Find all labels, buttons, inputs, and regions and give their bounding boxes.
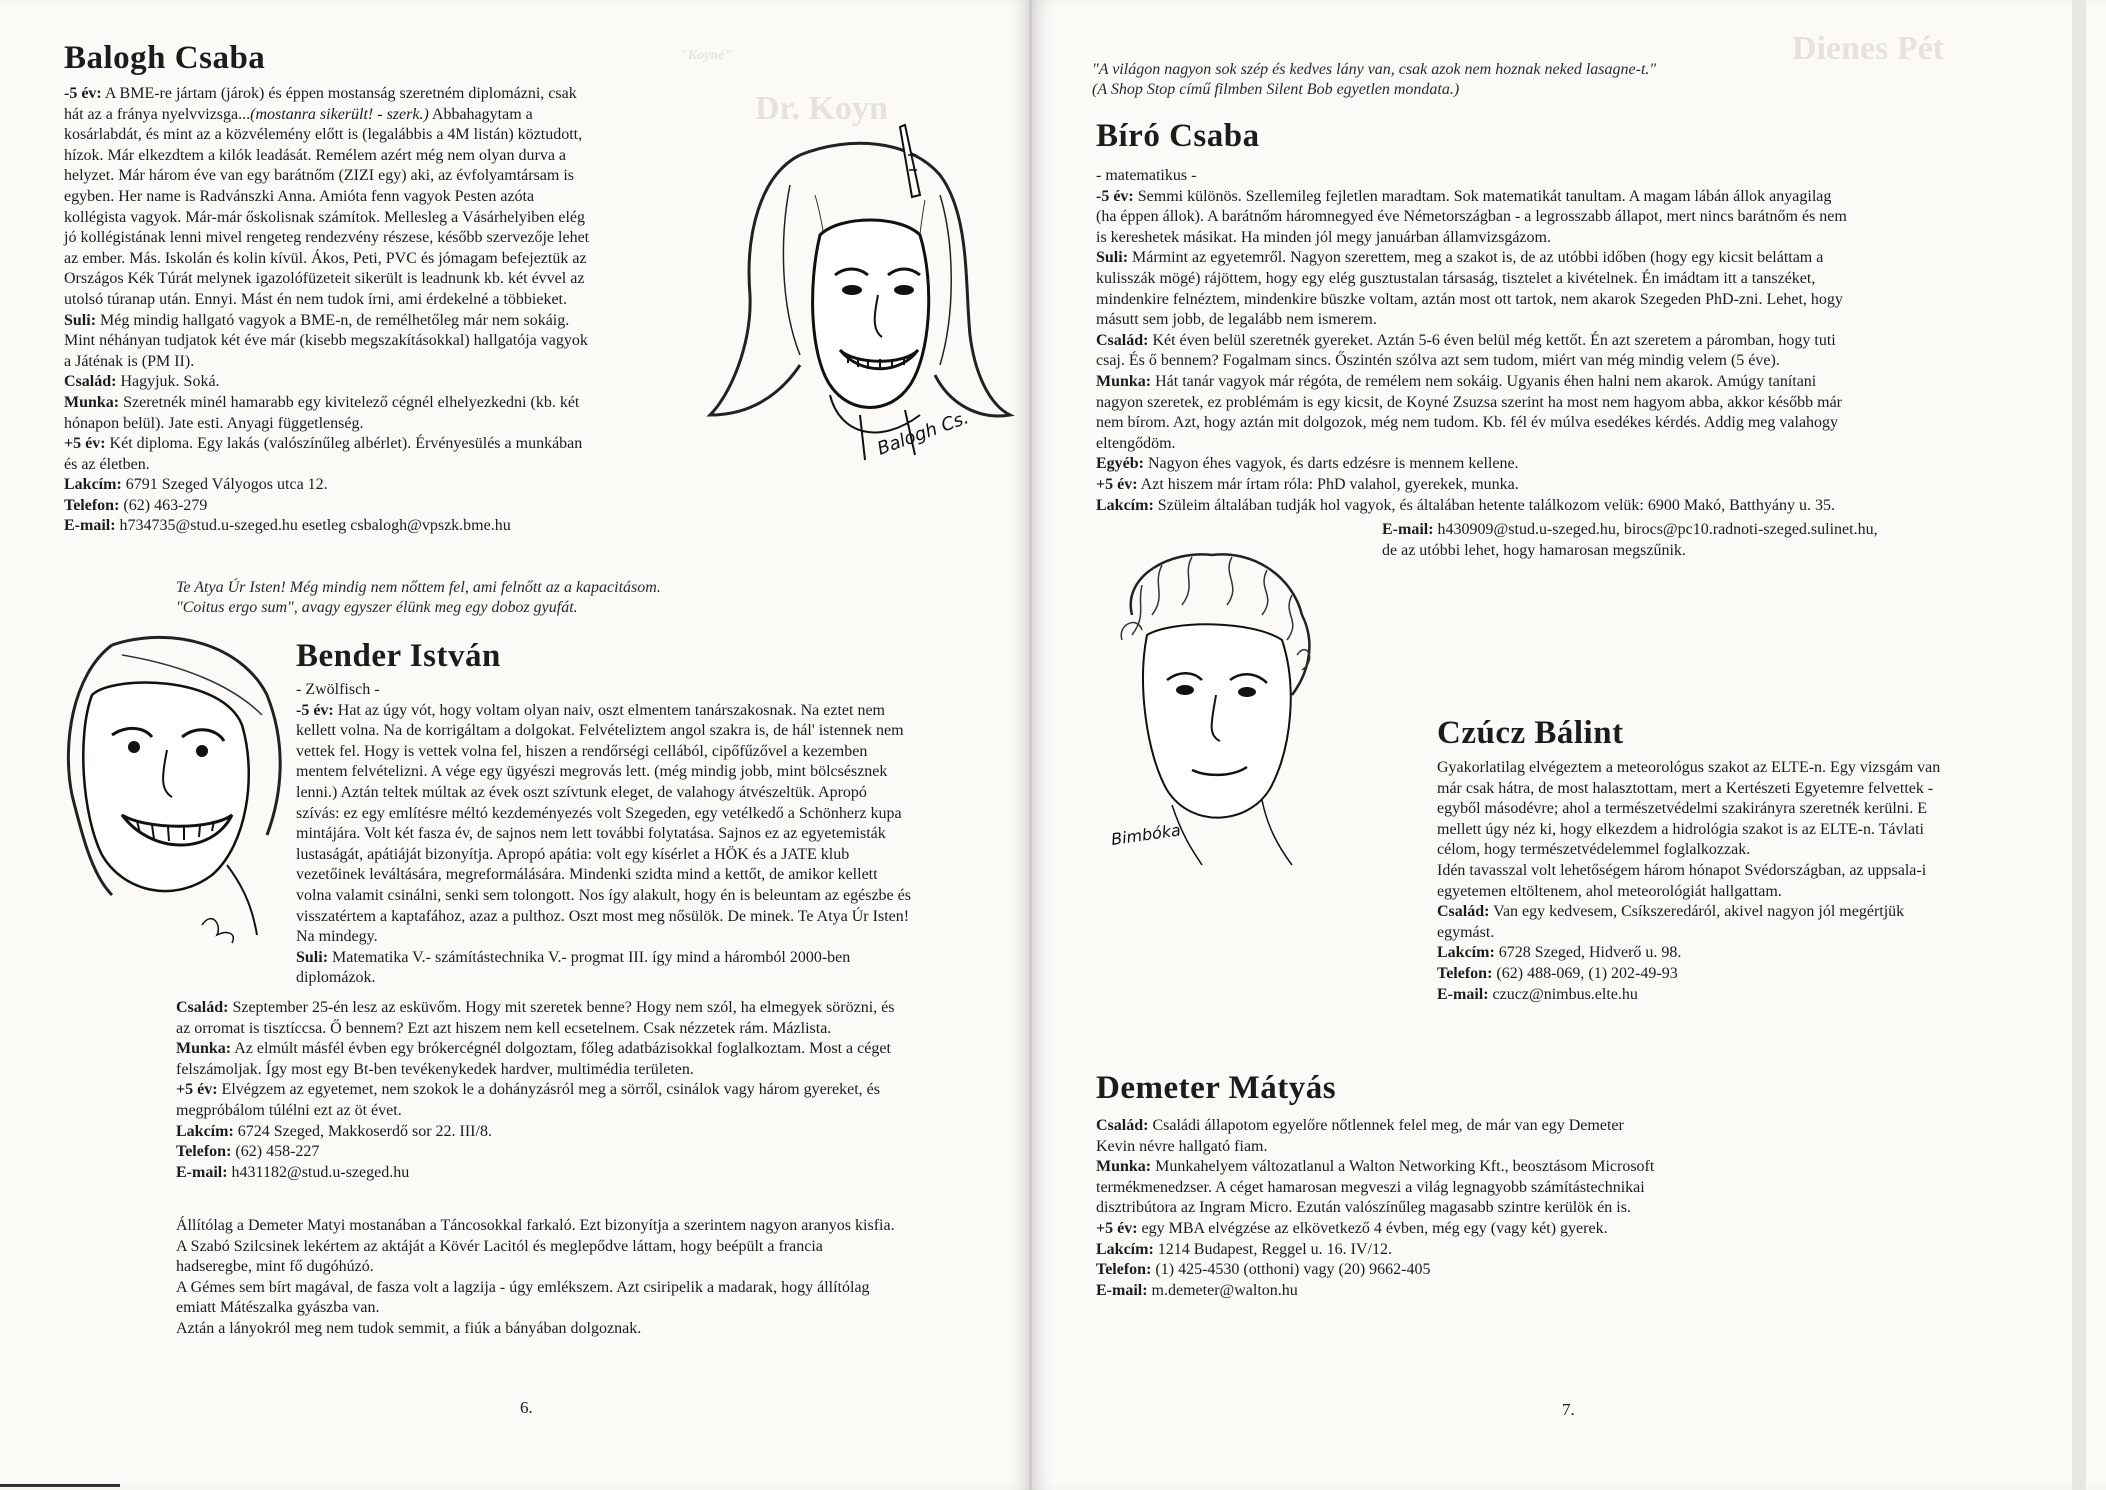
page-number: 6. <box>520 1398 533 1417</box>
field-text: már csak hátra, de most halasztottam, mert a Kertészeti Egyetemre felvettek - <box>1437 779 1934 797</box>
field-label: Család: <box>1096 331 1149 349</box>
text-line <box>1096 310 2036 331</box>
field-label: E-mail: <box>1096 1281 1148 1299</box>
field-label: Suli: <box>1096 249 1129 267</box>
page-edge <box>2072 0 2086 1490</box>
field-text: és az életben. <box>64 455 150 473</box>
field-text: mindenkire felnéztem, mindenkire büszke voltam, aztán most ott tartok, nem akarok Szegeden PhD-zni. Lehet, hogy <box>1096 290 1843 308</box>
field-label: Telefon: <box>1437 964 1493 982</box>
text-line: Aztán a lányokról meg nem tudok semmit, a fiúk a bányában dolgoznak. <box>176 1319 642 1337</box>
field-label: Egyéb: <box>1096 455 1144 473</box>
field-text: egy MBA elvégzése az elkövetkező 4 évben, még egy (vagy két) gyerek. <box>1137 1219 1608 1237</box>
quote-line: Te Atya Úr Isten! Még mindig nem nőttem fel, ami felnőtt az a kapacitásom. <box>176 579 661 596</box>
text-line <box>176 998 1016 1019</box>
field-text: (62) 463-279 <box>119 496 208 514</box>
text-line <box>1437 964 2047 985</box>
profile-details-bender <box>176 998 1016 1183</box>
field-text: Matematika V.- számítástechnika V.- progmat III. így mind a háromból 2000-ben <box>328 948 851 966</box>
field-text: Országos Kék Túrát melynek igazolófüzetеit sikerült is leadnunk kb. két évvel az <box>64 270 585 288</box>
field-text: Családi állapotom egyelőre nőtlennek felel meg, de már van egy Demeter <box>1148 1117 1624 1134</box>
field-text: Szüleim általában tudják hol vagyok, és általában hetente találkozom velük: 6900 Makó, Batthyány u. 35. <box>1153 496 1835 514</box>
field-text: egyből másodévre; ahol a természetvédelmi szakirányra szeretnék kerülni. E <box>1437 800 1928 818</box>
field-text: lenni.) Aztán teltek múltak az évek oszt szívtunk eleget, de valahogy átvészeltük. Apropó <box>296 783 867 801</box>
text-line <box>64 187 664 208</box>
field-text: Munkahelyem változatlanul a Walton Networking Kft., beosztásom Microsoft <box>1151 1158 1655 1176</box>
field-text: egyetemen eltöltenem, ahol meteorológiát hallgattam. <box>1437 882 1782 900</box>
field-text: kellett volna. Na de korrigáltam a dolgokat. Felvételiztem angol szakra is, de hál' istennek nem <box>296 722 904 740</box>
field-text: (mostanra sikerült! - szerk.) <box>250 105 429 123</box>
field-text: hízok. Már elkezdtem a kilók leadását. Remélem azért még nem olyan durva a <box>64 146 567 164</box>
bleed-through-text: Dienes Pét <box>1792 30 1945 67</box>
text-line <box>1096 290 2036 311</box>
field-text: 6724 Szeged, Makkoserdő sor 22. III/8. <box>233 1122 492 1140</box>
text-line <box>64 372 664 393</box>
field-text: Azt hiszem már írtam róla: PhD valahol, gyerekek, munka. <box>1137 475 1519 493</box>
text-line <box>1096 1116 1896 1137</box>
field-label: Lakcím: <box>176 1122 234 1140</box>
field-label: Telefon: <box>64 496 120 514</box>
field-label: Család: <box>176 999 229 1016</box>
field-text: Mint néhányan tudjatok két éve már (kisebb megszakításokkal) hallgatója vagyok <box>64 332 588 350</box>
text-line: A Szabó Szilcsinek lekértem az aktáját a Kövér Lacitól és meglepődve láttam, hogy beépült a francia <box>176 1237 823 1255</box>
text-line <box>1096 1240 1896 1261</box>
field-label: Suli: <box>296 948 329 966</box>
field-text: (62) 458-227 <box>231 1143 320 1161</box>
field-text: (ha éppen állok). A barátnőm háromnegyed éve Németországban - a legrosszabb állapot, mert nincs barátnőm és nem <box>1096 208 1847 226</box>
text-line <box>296 907 1016 928</box>
text-line <box>1382 520 2002 541</box>
quote-line: "A világon nagyon sok szép és kedves lány van, csak azok nem hoznak neked lasagne-t." <box>1092 61 1657 78</box>
text-line <box>1437 943 2047 964</box>
quote-line: "Coitus ergo sum", avagy egyszer élünk meg egy doboz gyufát. <box>176 599 578 616</box>
text-line <box>1096 1219 1896 1240</box>
text-line <box>176 1060 1016 1081</box>
text-line <box>1096 187 2036 208</box>
field-text: kosárlabdát, és mint az a közvélemény előtt is (legalábbis a 4M listán) köztudott, <box>64 126 583 144</box>
text-line <box>1096 351 2036 372</box>
field-label: -5 év: <box>64 85 102 102</box>
text-line <box>64 496 664 517</box>
left-page <box>0 0 1030 1490</box>
text-line <box>64 105 664 126</box>
text-line <box>176 1080 1016 1101</box>
text-line <box>1096 1157 1896 1178</box>
field-text: lustaságát, apátiáját bizonyítja. Apropó apátia: volt egy kísérlet a HÖK és a JATE klub <box>296 845 850 863</box>
field-text: az ember. Más. Iskolán és kolin kívül. Ákos, Peti, PVC és jómagam befejeztük az <box>64 249 587 267</box>
profile-name-bender: Bender István <box>296 638 501 674</box>
field-text: hát az a frányа nyelvvizsga... <box>64 105 251 123</box>
text-line <box>296 680 1016 701</box>
field-text: h430909@stud.u-szeged.hu, birocs@pc10.radnoti-szeged.sulinet.hu, <box>1433 521 1878 538</box>
field-text: jó kollégistának lenni mivel rengeteg rendezvény részese, később szervezője lehet <box>64 229 590 247</box>
text-line <box>296 804 1016 825</box>
field-label: +5 év: <box>1096 475 1138 493</box>
field-label: +5 év: <box>1096 1219 1138 1237</box>
text-line <box>64 208 664 229</box>
page-number: 7. <box>1562 1400 1575 1419</box>
field-text: m.demeter@walton.hu <box>1147 1281 1298 1299</box>
text-line <box>64 249 664 270</box>
text-line <box>296 845 1016 866</box>
field-text: Van egy kedvesem, Csíkszeredáról, akivel nagyon jól megértjük <box>1489 903 1905 921</box>
field-text: volna valamit csinálni, senki sem tolongott. Nos így alakult, hogy én is beleuntam az egészbe és <box>296 886 911 904</box>
quote-left <box>176 578 661 618</box>
field-text: - Zwölfisch - <box>296 681 380 698</box>
text-line <box>296 886 1016 907</box>
field-text: kulisszák mögé) rájöttem, hogy egy elég gusztustalan társaság, tisztelet a kivételnek. Én imádtam itt a tanszéket, <box>1096 269 1816 287</box>
field-label: E-mail: <box>176 1163 228 1181</box>
field-label: E-mail: <box>1437 985 1489 1003</box>
text-line <box>1096 207 2036 228</box>
field-text: 6791 Szeged Vályogos utca 12. <box>121 476 328 494</box>
text-line <box>64 166 664 187</box>
field-text: szívás: ez egy említésre méltó kezdeményezés volt Szegeden, egy vetélkedő a Schönherz kupa <box>296 804 902 822</box>
caricature-balogh <box>690 115 1020 475</box>
profile-text-balogh <box>64 84 664 537</box>
profile-name-czucz: Czúcz Bálint <box>1437 715 1624 751</box>
field-text: (1) 425-4530 (otthoni) vagy (20) 9662-405 <box>1151 1261 1431 1279</box>
field-label: Munka: <box>1096 372 1152 390</box>
field-text: mintájára. Volt két fasza év, de sajnos nem lett további folytatása. Sajnos ez az egyetemisták <box>296 825 886 843</box>
field-text: Hat az úgy vót, hogy voltam olyan naiv, oszt elmentem tanárszakosnak. Na eztet nem <box>333 701 885 719</box>
text-line <box>64 331 664 352</box>
field-text: Na mindegy. <box>296 928 378 946</box>
field-label: Család: <box>64 373 117 391</box>
text-line <box>64 475 664 496</box>
text-line <box>1096 331 2036 352</box>
field-text: eltengődöm. <box>1096 434 1176 452</box>
text-line: Állítólag a Demeter Matyi mostanában a Táncosokkal farkaló. Ezt bizonyítja a szerintem nagyon aranyos kisfia. <box>176 1217 895 1234</box>
field-text: Nagyon éhes vagyok, és darts edzésre is mennem kellene. <box>1144 455 1519 473</box>
portrait-signature: Bimbóka <box>1109 820 1182 849</box>
text-line <box>64 84 664 105</box>
text-line <box>1437 861 2047 882</box>
profile-text-czucz <box>1437 758 2047 1005</box>
field-label: Telefon: <box>176 1143 232 1161</box>
field-text: utolsó túranap után. Ennyi. Mást én nem tudok írni, ami érdekelné a többieket. <box>64 290 567 308</box>
field-text: egymást. <box>1437 923 1495 941</box>
field-text: vezetőinek leváltására, megreformálására. Mindenki szidta mind a kettőt, de amikor kellett <box>296 866 878 884</box>
text-line <box>1096 1281 1896 1302</box>
field-text: másutt sem jobb, de legalább nem ismerem. <box>1096 311 1377 329</box>
field-text: is kereshetek másikat. Ha minden jól megy januárban államvizsgázom. <box>1096 228 1551 246</box>
text-line <box>176 1142 1016 1163</box>
field-text: Gyakorlatilag elvégeztem a meteorológus szakot az ELTE-n. Egy vizsgám van <box>1437 759 1941 776</box>
field-text: a Játénak is (PM II). <box>64 352 195 370</box>
text-line <box>296 927 1016 948</box>
field-text: Abbahagytam a <box>428 105 533 123</box>
field-text: csaj. És ő bennem? Fogalmam sincs. Őszintén szólva azt sem tudom, miért van még mindig velem (5 éve). <box>1096 352 1780 370</box>
field-text: egyben. Her name is Radvánszki Anna. Amióta fenn vagyok Pesten azóta <box>64 187 535 205</box>
text-line <box>296 742 1016 763</box>
field-text: mellett úgy néz ki, hogy elkezdem a hidrológia szakot is az ELTE-n. Távlati <box>1437 820 1924 838</box>
text-line <box>1096 1198 1896 1219</box>
field-text: Két diploma. Egy lakás (valószínűleg albérlet). Érvényesülés a munkában <box>105 435 583 453</box>
field-text: nagyon szeretek, ez problémám is egy kicsit, de Koyné Zsuzsa szerint ha most nem hagyom abba, akkor később már <box>1096 393 1842 411</box>
field-text: Semmi különös. Szellemileg fejletlen maradtam. Sok matematikát tanultam. A magam lábán állok anyagilag <box>1133 187 1832 205</box>
field-text: A BME-re jártam (járok) és éppen mostanság szeretném diplomázni, csak <box>101 85 577 102</box>
field-label: Lakcím: <box>64 476 122 494</box>
text-line <box>64 269 664 290</box>
text-line <box>1096 413 2036 434</box>
bleed-through-text: Dr. Koyn <box>755 90 888 127</box>
text-line <box>1096 496 2036 517</box>
text-line <box>64 352 664 373</box>
text-line <box>64 290 664 311</box>
text-line <box>176 1122 1016 1143</box>
field-text: de az utóbbi lehet, hogy hamarosan megszűnik. <box>1382 541 1686 559</box>
quote-right <box>1092 60 1656 100</box>
field-text: az orromat is tisztíccsa. Ő bennem? Ezt azt hiszem nem kell ecsetelnem. Csak nézzetek rám. Mázlista. <box>176 1019 832 1037</box>
text-line <box>64 414 664 435</box>
field-text: 1214 Budapest, Reggel u. 16. IV/12. <box>1153 1240 1392 1258</box>
field-text: Szeretnék minél hamarabb egy kivitelező cégnél elhelyezkedni (kb. két <box>119 393 580 411</box>
field-text: Kevin névre hallgató fiam. <box>1096 1137 1268 1155</box>
profile-text-biro <box>1096 166 2036 516</box>
field-label: Munka: <box>176 1040 232 1058</box>
field-text: h734735@stud.u-szeged.hu esetleg csbalogh@vpszk.bme.hu <box>115 517 511 535</box>
text-line <box>1096 434 2036 455</box>
field-label: Telefon: <box>1096 1261 1152 1279</box>
field-label: Lakcím: <box>1096 1240 1154 1258</box>
profile-name-biro: Bíró Csaba <box>1096 118 1260 154</box>
text-line <box>1096 1137 1896 1158</box>
field-label: +5 év: <box>64 435 106 453</box>
text-line <box>1437 882 2047 903</box>
field-text: Idén tavasszal volt lehetőségem három hónapot Svédországban, az uppsala-i <box>1437 861 1927 879</box>
text-line <box>176 1101 1016 1122</box>
text-line <box>1096 248 2036 269</box>
field-text: - matematikus - <box>1096 167 1197 184</box>
text-line <box>1437 923 2047 944</box>
field-label: E-mail: <box>1382 521 1434 538</box>
field-text: kollégista vagyok. Már-már őskolisnak számítok. Mellesleg a Vásárhelyiben elég <box>64 208 586 226</box>
text-line <box>176 1039 1016 1060</box>
text-line <box>64 125 664 146</box>
text-line <box>1096 372 2036 393</box>
field-text: 6728 Szeged, Hidverő u. 98. <box>1494 944 1682 962</box>
text-line <box>296 783 1016 804</box>
field-label: Lakcím: <box>1096 496 1154 514</box>
text-line <box>1096 393 2036 414</box>
profile-name-balogh: Balogh Csaba <box>64 40 266 76</box>
right-page <box>1032 0 2106 1490</box>
text-line <box>1437 840 2047 861</box>
portrait-signature: Balogh Cs. <box>874 407 972 460</box>
profile-name-demeter: Demeter Mátyás <box>1096 1070 1337 1106</box>
field-text: diplomázok. <box>296 969 376 987</box>
text-line <box>64 228 664 249</box>
field-label: Suli: <box>64 311 97 329</box>
text-line <box>296 762 1016 783</box>
text-line <box>1437 758 2047 779</box>
text-line <box>1437 779 2047 800</box>
text-line <box>296 701 1016 722</box>
text-line <box>1437 799 2047 820</box>
text-line: A Gémes sem bírt magával, de fasza volt a lagzija - úgy emlékszem. Azt csiripelik a madarak, hogy állítólag <box>176 1278 870 1296</box>
text-line <box>64 455 664 476</box>
text-line <box>64 393 664 414</box>
field-text: Még mindig hallgató vagyok a BME-n, de remélhetőleg már nem sokáig. <box>96 311 570 329</box>
field-text: vettek fel. Hogy is vettek volna fel, hiszen a rendőrségi cellából, cipőfűzővel a kezemben <box>296 742 868 760</box>
text-line <box>296 948 1016 969</box>
text-line <box>296 968 1016 989</box>
field-label: -5 év: <box>1096 187 1134 205</box>
field-text: felszámoljak. Így most egy Bt-ben tevékenykedek hardver, multimédia területen. <box>176 1060 694 1078</box>
field-label: Munka: <box>64 393 120 411</box>
text-line <box>176 1163 1016 1184</box>
bleed-through-text: "Koyné" <box>680 48 733 63</box>
text-line <box>1096 269 2036 290</box>
field-text: disztribútora az Ingram Micro. Ezután valószínűleg magasabb szintre kerülök én is. <box>1096 1199 1631 1217</box>
text-line <box>1096 1178 1896 1199</box>
text-line <box>1096 475 2036 496</box>
field-text: Hát tanár vagyok már régóta, de remélem nem sokáig. Ugyanis éhen halni nem akarok. Amúgy tanítani <box>1151 372 1817 390</box>
caricature-bender <box>52 625 292 955</box>
field-text: célom, hogy természetvédelemmel foglalkozzak. <box>1437 841 1751 859</box>
field-text: h431182@stud.u-szeged.hu <box>227 1163 410 1181</box>
text-line <box>64 516 664 537</box>
caricature-czucz <box>1092 545 1332 875</box>
text-line <box>1437 902 2047 923</box>
text-line <box>1096 454 2036 475</box>
field-text: megpróbálom túlélni ezt az öt évet. <box>176 1101 402 1119</box>
profile-email-biro <box>1382 520 2002 561</box>
text-line <box>296 824 1016 845</box>
field-text: (62) 488-069, (1) 202-49-93 <box>1492 964 1678 982</box>
field-text: Két éven belül szeretnék gyereket. Aztán 5-6 éven belül még kettőt. Én azt szeretem a páromban, hogy tuti <box>1148 331 1836 349</box>
field-text: Az elmúlt másfél évben egy brókercégnél dolgoztam, főleg adatbázisokkal foglalkoztam. Most a céget <box>231 1040 891 1058</box>
text-line <box>176 1019 1016 1040</box>
field-label: Család: <box>1096 1117 1149 1134</box>
text-line <box>64 311 664 332</box>
text-line <box>1096 228 2036 249</box>
field-text: czucz@nimbus.elte.hu <box>1488 985 1638 1003</box>
field-text: Mármint az egyetemről. Nagyon szerettem, meg a szakot is, de az utóbbi időben (hogy egy kicsit beláttam a <box>1128 249 1824 267</box>
profile-text-demeter <box>1096 1116 1896 1301</box>
field-text: hónapon belül). Jate esti. Anyagi függetlenség. <box>64 414 364 432</box>
field-text: Szeptember 25-én lesz az esküvőm. Hogy mit szeretek benne? Hogy nem szól, ha elmegyek sörözni, és <box>228 999 895 1016</box>
field-label: Munka: <box>1096 1158 1152 1176</box>
profile-text-bender <box>296 680 1016 989</box>
text-line <box>1437 985 2047 1006</box>
text-line <box>64 434 664 455</box>
text-line <box>1437 820 2047 841</box>
field-text: mentem felvételizni. A vége egy ügyészi megrovás lett. (még mindig jobb, mint bölcsésznek <box>296 763 888 781</box>
field-text: helyzet. Már három éve van egy barátnőm (ZIZI egy) aki, az évfolyamtársam is <box>64 167 575 185</box>
field-label: E-mail: <box>64 517 116 535</box>
text-line: hadseregbe, mint fő dugóhúzó. <box>176 1258 374 1276</box>
field-label: -5 év: <box>296 701 334 719</box>
field-text: Elvégzem az egyetemet, nem szokok le a dohányzásról meg a sörről, csinálok vagy három gyereket, és <box>217 1081 880 1099</box>
field-text: Hagyjuk. Soká. <box>116 373 220 391</box>
text-line <box>296 865 1016 886</box>
field-label: Lakcím: <box>1437 944 1495 962</box>
text-line <box>1096 166 2036 187</box>
text-line: emiatt Mátészalka gyászba van. <box>176 1299 380 1317</box>
text-line <box>1382 541 2002 562</box>
text-line <box>64 146 664 167</box>
field-label: +5 év: <box>176 1081 218 1099</box>
field-text: nem bírom. Azt, hogy aztán mit dolgozok, még nem tudom. Kb. fél év múlva esedékes kérdés. Addig meg valahogy <box>1096 414 1839 432</box>
text-line <box>296 721 1016 742</box>
scan-artifact <box>0 1484 120 1487</box>
text-line <box>1096 1260 1896 1281</box>
quote-line: (A Shop Stop című filmben Silent Bob egyetlen mondata.) <box>1092 81 1460 98</box>
field-text: termékmenedzser. A céget hamarosan megveszi a világ legnagyobb számítástechnikai <box>1096 1178 1645 1196</box>
field-label: Család: <box>1437 903 1490 921</box>
field-text: visszatértem a kaptafához, azaz a pulthoz. Oszt most meg nősülök. De minek. Te Atya Úr Isten! <box>296 907 910 925</box>
gossip-paragraph <box>176 1216 1016 1340</box>
